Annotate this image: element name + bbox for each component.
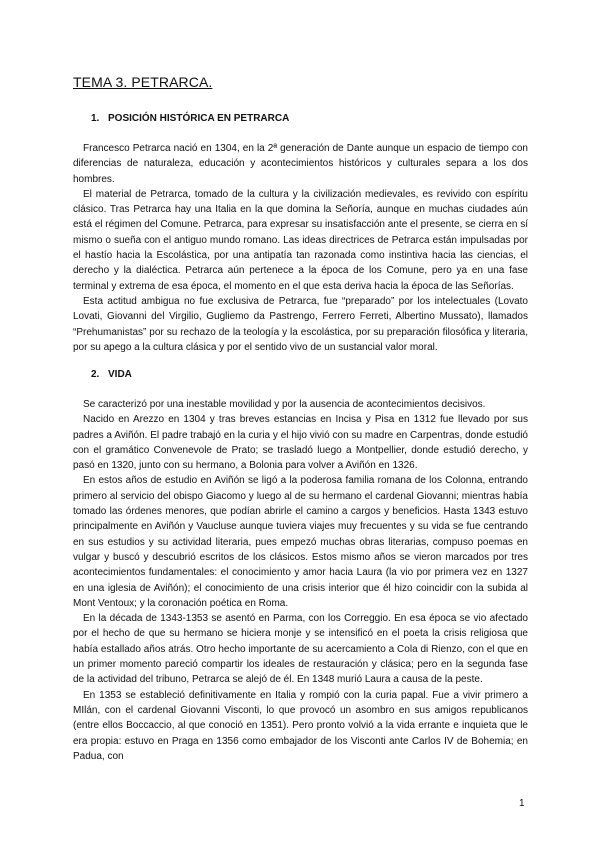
paragraph: El material de Petrarca, tomado de la cultura y la civilización medievales, es revivido con espíritu clásico. Tras Petrarca hay una Italia en la que domina la Señoría, aunque en muchas ciudades aún está el régimen del Comune. Petrarca, para expresar su insatisfacción ante el presente, se cierra en sí mismo o sueña con el antiguo mundo romano. Las ideas directrices de Petrarca están impulsadas por el hastío hacia la Escolástica, por una antipatía tan razonada como instintiva hacia las ciencias, el derecho y la dialéctica. Petrarca aún pertenece a la época de los Comune, pero ya en una fase terminal y extrema de esa época, el momento en el que esta deriva hacia la época de las Señorías. (73, 188, 528, 292)
paragraph: En la década de 1343-1353 se asentó en Parma, con los Correggio. En esa época se vio afectado por el hecho de que su hermano se hiciera monje y se intensificó en el poeta la crisis religiosa que había estallado años atrás. Otro hecho importante de su acercamiento a Cola di Rienzo, con el que en un primer momento pareció compartir los ideales de restauración y clásica; pero en la segunda fase de la actividad del tribuno, Petrarca se alejó de él. En 1348 murió Laura a causa de la peste. (73, 613, 528, 686)
paragraph: Se caracterizó por una inestable movilidad y por la ausencia de acontecimientos decisivos. (83, 399, 486, 410)
section-heading-posicion-historica (91, 113, 289, 124)
section-title: VIDA (108, 369, 132, 380)
section-body-posicion-historica (73, 141, 528, 355)
document-title: TEMA 3. PETRARCA. (73, 74, 213, 90)
section-body-vida (73, 397, 528, 764)
paragraph: En 1353 se estableció definitivamente en Italia y rompió con la curia papal. Fue a vivir primero a MIlán, con el cardenal Giovanni Visconti, lo que provocó un asombro en sus amigos republicanos (entre ellos Boccaccio, al que conoció en 1351). Pero pronto volvió a la vida errante e inquieta que le era propia: estuvo en Praga en 1356 como embajador de los Visconti ante Carlos IV de Bohemia; en Padua, con (73, 689, 528, 762)
section-number: 2. (91, 369, 100, 380)
paragraph: Esta actitud ambigua no fue exclusiva de Petrarca, fue “preparado” por los intelectuales (Lovato Lovati, Giovanni del Virgilio, Gugliemo da Pastrengo, Ferrero Ferreti, Albertino Mussato), llamados “Prehumanistas” por su rechazo de la teología y la escolástica, por su preparación filosófica y literaria, por su apego a la cultura clásica y por el sentido vivo de un sustancial valor moral. (73, 295, 528, 353)
page-number: 1 (519, 798, 525, 809)
paragraph: Francesco Petrarca nació en 1304, en la 2ª generación de Dante aunque un espacio de tiempo con diferencias de naturaleza, educación y acontecimientos históricos y culturales separa a los dos hombres. (73, 143, 528, 185)
section-title: POSICIÓN HISTÓRICA EN PETRARCA (108, 113, 290, 124)
section-heading-vida (91, 369, 132, 380)
section-number: 1. (91, 113, 100, 124)
paragraph: En estos años de estudio en Aviñón se ligó a la poderosa familia romana de los Colonna, entrando primero al servicio del obispo Giacomo y luego al de su hermano el cardenal Giovanni; mientras había tomado las órdenes menores, que podían abrirle el camino a cargos y beneficios. Hasta 1343 estuvo principalmente en Aviñón y Vaucluse aunque tuviera viajes muy frecuentes y su vida se fue centrando en sus estudios y su actividad literaria, pues empezó muchas obras literarias, compuso poemas en vulgar y buscó y descubrió escritos de los clásicos. Estos mismo años se vieron marcados por tres acontecimientos fundamentales: el conocimiento y amor hacia Laura (la vio por primera vez en 1327 en una iglesia de Aviñón); el conocimiento de una crisis interior que él hizo coincidir con la subida al Mont Ventoux; y la coronación poética en Roma. (73, 475, 528, 609)
paragraph: Nacido en Arezzo en 1304 y tras breves estancias en Incisa y Pisa en 1312 fue llevado por sus padres a Aviñón. El padre trabajó en la curia y el hijo vivió con su madre en Carpentras, donde estudió con el gramático Convenevole de Prato; se trasladó luego a Montpellier, donde estudió derecho, y pasó en 1320, junto con su hermano, a Bolonia para volver a Aviñón en 1326. (73, 414, 528, 472)
